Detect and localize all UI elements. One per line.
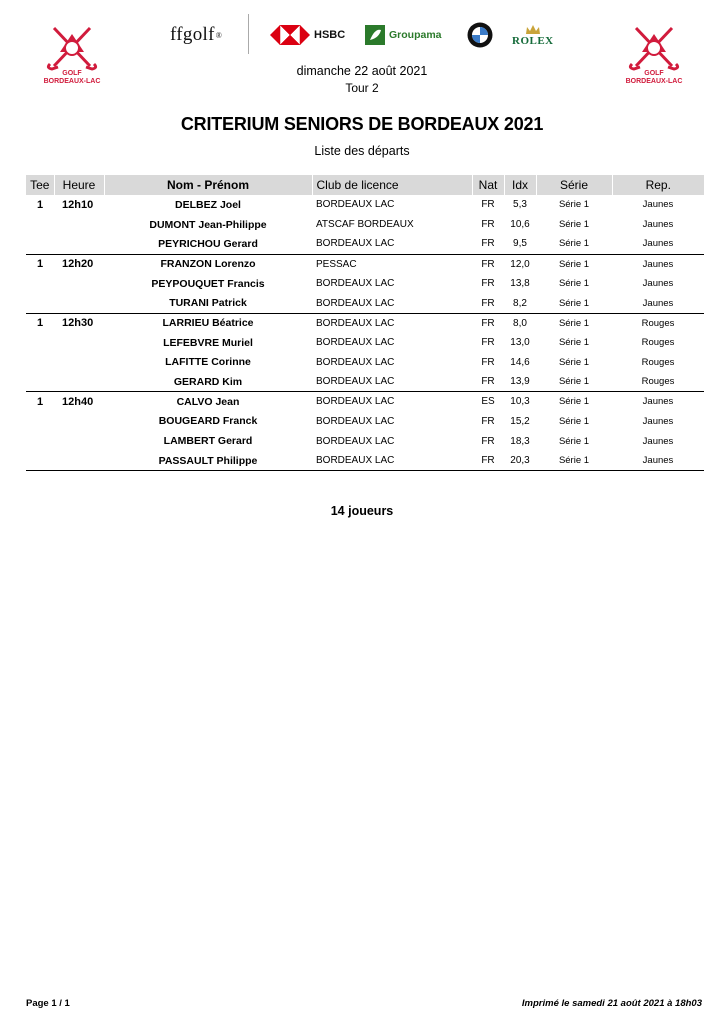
cell-tee xyxy=(26,372,54,392)
cell-heure xyxy=(54,215,104,235)
cell-index: 9,5 xyxy=(504,234,536,254)
cell-tee xyxy=(26,215,54,235)
cell-tee-color: Jaunes xyxy=(612,451,704,471)
cell-tee-color: Jaunes xyxy=(642,396,674,408)
ffgolf-logo-text: ffgolf xyxy=(170,24,215,45)
groupama-leaf-icon xyxy=(365,25,385,45)
cell-tee: 1 xyxy=(36,258,44,271)
club-logo-right xyxy=(622,24,686,88)
cell-tee-color: Jaunes xyxy=(642,199,674,211)
col-header-club: Club de licence xyxy=(312,175,472,195)
cell-player-name: LAFITTE Corinne xyxy=(165,356,251,369)
sponsor-strip xyxy=(150,10,574,60)
cell-heure xyxy=(54,274,104,294)
table-row xyxy=(26,333,704,353)
bmw-logo xyxy=(467,10,493,60)
cell-nationality: FR xyxy=(472,372,504,392)
table-row xyxy=(26,431,704,451)
cell-heure xyxy=(54,451,104,471)
ffgolf-logo: ffgolf ® xyxy=(170,24,223,45)
cell-index: 13,0 xyxy=(510,337,530,349)
cell-series: Série 1 xyxy=(558,356,590,368)
rolex-crown-icon xyxy=(525,24,541,35)
cell-heure xyxy=(54,412,104,432)
cell-tee xyxy=(26,274,54,294)
club-logo-line1: GOLF xyxy=(62,70,82,77)
cell-player-name: LARRIEU Béatrice xyxy=(162,317,254,330)
cell-nationality: FR xyxy=(481,199,495,211)
rolex-logo-text: ROLEX xyxy=(512,34,554,47)
cell-series: Série 1 xyxy=(536,234,612,254)
player-count: 14 joueurs xyxy=(330,504,394,518)
cell-player-name: CALVO Jean xyxy=(176,395,240,408)
cell-tee xyxy=(26,333,54,353)
hsbc-logo-text: HSBC xyxy=(314,29,346,41)
cell-nationality: FR xyxy=(472,293,504,313)
club-logo-line2: BORDEAUX-LAC xyxy=(625,78,683,85)
cell-player-name: TURANI Patrick xyxy=(104,293,312,313)
cell-tee-color: Jaunes xyxy=(642,258,674,270)
cell-nationality: FR xyxy=(481,317,495,329)
cell-player-name: LEFEBVRE Muriel xyxy=(163,336,253,349)
cell-tee xyxy=(26,451,54,471)
club-logo-line1: GOLF xyxy=(644,70,664,77)
cell-club: PESSAC xyxy=(316,258,357,270)
cell-tee: 1 xyxy=(36,198,44,211)
cell-tee xyxy=(26,431,54,451)
cell-player-name: BOUGEARD Franck xyxy=(158,415,258,428)
cell-tee-color: Rouges xyxy=(641,317,675,329)
rolex-logo xyxy=(512,10,554,60)
cell-tee-color: Rouges xyxy=(641,337,675,349)
round-label: Tour 2 xyxy=(345,81,379,95)
cell-club: BORDEAUX LAC xyxy=(312,451,472,471)
cell-tee-color: Jaunes xyxy=(642,415,674,427)
cell-index: 14,6 xyxy=(510,356,530,368)
page-number: Page 1 / 1 xyxy=(26,998,70,1009)
print-timestamp: Imprimé le samedi 21 août 2021 à 18h03 xyxy=(521,998,702,1009)
hsbc-logo xyxy=(270,10,345,60)
cell-index: 10,6 xyxy=(510,219,530,231)
start-list-table xyxy=(26,175,704,471)
cell-series: Série 1 xyxy=(558,219,590,231)
table-row xyxy=(26,451,704,471)
cell-index: 15,2 xyxy=(510,415,530,427)
cell-heure: 12h40 xyxy=(62,395,94,408)
cell-tee: 1 xyxy=(36,395,44,408)
cell-heure xyxy=(54,234,104,254)
cell-player-name: DELBEZ Joel xyxy=(175,198,241,211)
cell-series: Série 1 xyxy=(536,372,612,392)
table-body xyxy=(26,195,704,471)
cell-series: Série 1 xyxy=(558,396,590,408)
table-row xyxy=(26,372,704,392)
table-row xyxy=(26,215,704,235)
cell-player-name: DUMONT Jean-Philippe xyxy=(149,218,267,231)
cell-index: 13,8 xyxy=(510,278,530,290)
hsbc-hexagon-icon xyxy=(270,25,310,45)
table-row xyxy=(26,234,704,254)
cell-heure xyxy=(54,293,104,313)
cell-player-name: FRANZON Lorenzo xyxy=(160,258,256,271)
page-title: CRITERIUM SENIORS DE BORDEAUX 2021 xyxy=(180,114,544,134)
cell-nationality: FR xyxy=(481,219,495,231)
cell-series: Série 1 xyxy=(536,293,612,313)
cell-series: Série 1 xyxy=(558,258,590,270)
cell-tee-color: Jaunes xyxy=(642,219,674,231)
cell-nationality: FR xyxy=(472,451,504,471)
cell-nationality: FR xyxy=(481,415,495,427)
cell-player-name: PASSAULT Philippe xyxy=(104,451,312,471)
cell-nationality: FR xyxy=(481,258,495,270)
cell-tee xyxy=(26,353,54,373)
col-header-nom: Nom - Prénom xyxy=(104,175,312,195)
table-row xyxy=(26,412,704,432)
cell-club: BORDEAUX LAC xyxy=(316,337,395,349)
cell-series: Série 1 xyxy=(558,317,590,329)
cell-club: BORDEAUX LAC xyxy=(316,199,395,211)
cell-heure: 12h10 xyxy=(62,198,94,211)
cell-tee-color: Rouges xyxy=(612,372,704,392)
table-row xyxy=(26,353,704,373)
cell-tee-color: Jaunes xyxy=(642,435,674,447)
groupama-logo-text: Groupama xyxy=(389,29,442,41)
table-row xyxy=(26,274,704,294)
col-header-idx: Idx xyxy=(504,175,536,195)
cell-tee-color: Jaunes xyxy=(612,293,704,313)
table-row xyxy=(26,195,704,215)
cell-heure xyxy=(54,353,104,373)
cell-heure: 12h30 xyxy=(62,317,94,330)
cell-nationality: FR xyxy=(481,435,495,447)
cell-club: ATSCAF BORDEAUX xyxy=(316,219,414,231)
table-row xyxy=(26,392,704,412)
cell-player-name: LAMBERT Gerard xyxy=(163,435,253,448)
groupama-logo xyxy=(365,10,442,60)
cell-series: Série 1 xyxy=(536,451,612,471)
cell-club: BORDEAUX LAC xyxy=(316,396,395,408)
cell-club: BORDEAUX LAC xyxy=(316,415,395,427)
event-date: dimanche 22 août 2021 xyxy=(296,64,428,78)
cell-tee-color: Jaunes xyxy=(642,278,674,290)
table-row xyxy=(26,313,704,333)
cell-nationality: ES xyxy=(481,396,495,408)
cell-tee xyxy=(26,412,54,432)
cell-tee-color: Rouges xyxy=(641,356,675,368)
col-header-tee: Tee xyxy=(26,175,54,195)
cell-index: 8,0 xyxy=(513,317,527,329)
cell-heure: 12h20 xyxy=(62,258,94,271)
cell-index: 12,0 xyxy=(510,258,530,270)
cell-heure xyxy=(54,431,104,451)
cell-nationality: FR xyxy=(481,337,495,349)
table-row xyxy=(26,293,704,313)
cell-club: BORDEAUX LAC xyxy=(316,435,395,447)
cell-tee-color: Jaunes xyxy=(612,234,704,254)
cell-player-name: PEYRICHOU Gerard xyxy=(104,234,312,254)
cell-series: Série 1 xyxy=(558,278,590,290)
bmw-roundel-icon xyxy=(467,22,493,48)
cell-club: BORDEAUX LAC xyxy=(312,372,472,392)
cell-tee xyxy=(26,234,54,254)
col-header-heure: Heure xyxy=(54,175,104,195)
cell-nationality: FR xyxy=(481,278,495,290)
col-header-nat: Nat xyxy=(472,175,504,195)
cell-heure xyxy=(54,372,104,392)
cell-tee xyxy=(26,293,54,313)
col-header-rep: Rep. xyxy=(612,175,704,195)
cell-series: Série 1 xyxy=(558,435,590,447)
cell-series: Série 1 xyxy=(558,415,590,427)
cell-club: BORDEAUX LAC xyxy=(316,317,395,329)
table-header-row xyxy=(26,175,704,195)
cell-series: Série 1 xyxy=(558,337,590,349)
cell-nationality: FR xyxy=(472,234,504,254)
cell-club: BORDEAUX LAC xyxy=(316,356,395,368)
page-subtitle: Liste des départs xyxy=(314,144,410,158)
cell-index: 18,3 xyxy=(510,435,530,447)
cell-player-name: PEYPOUQUET Francis xyxy=(151,277,265,290)
cell-nationality: FR xyxy=(481,356,495,368)
cell-series: Série 1 xyxy=(558,199,590,211)
club-logo-line2: BORDEAUX-LAC xyxy=(43,78,101,85)
cell-index: 13,9 xyxy=(504,372,536,392)
cell-heure xyxy=(54,333,104,353)
club-logo-left xyxy=(40,24,104,88)
cell-player-name: GERARD Kim xyxy=(104,372,312,392)
cell-index: 20,3 xyxy=(504,451,536,471)
cell-tee: 1 xyxy=(36,317,44,330)
cell-index: 5,3 xyxy=(513,199,527,211)
cell-club: BORDEAUX LAC xyxy=(312,293,472,313)
cell-club: BORDEAUX LAC xyxy=(312,234,472,254)
start-list-table-wrap xyxy=(26,175,704,471)
cell-index: 10,3 xyxy=(510,396,530,408)
col-header-serie: Série xyxy=(536,175,612,195)
sponsor-divider xyxy=(248,14,249,54)
cell-index: 8,2 xyxy=(504,293,536,313)
cell-club: BORDEAUX LAC xyxy=(316,278,395,290)
table-row xyxy=(26,254,704,274)
